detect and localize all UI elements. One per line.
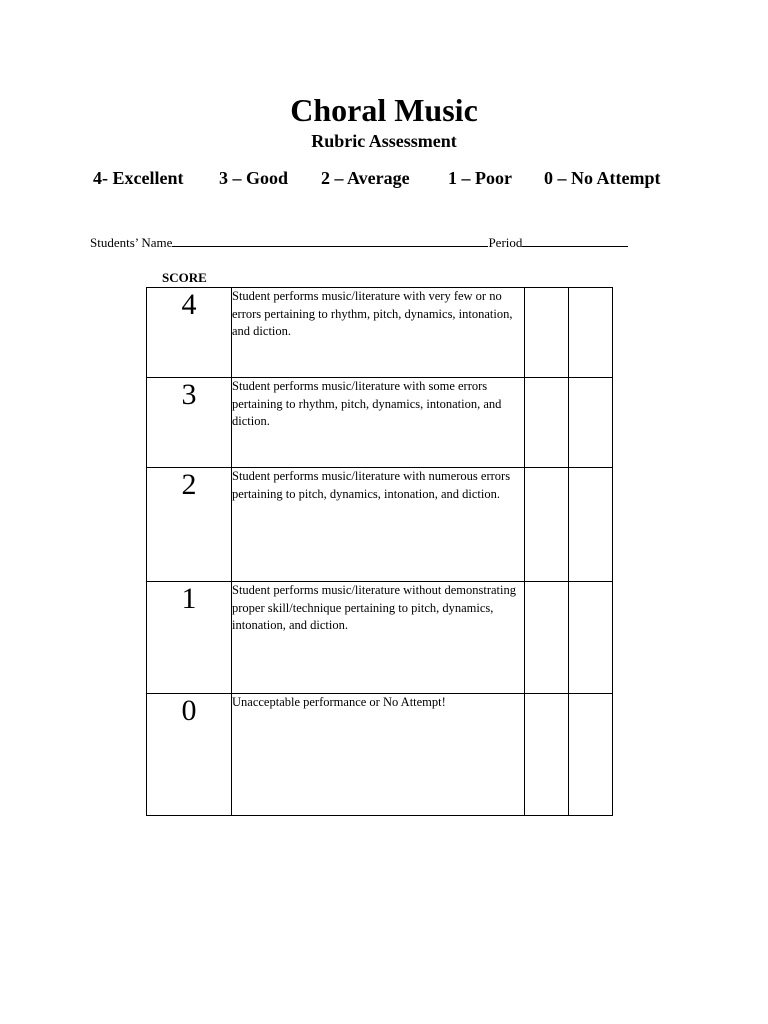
description-cell: Student performs music/literature without demonstrating proper skill/technique pertaining to pitch, dynamics, intonation, and diction. bbox=[232, 582, 525, 694]
check-box-cell[interactable] bbox=[525, 468, 569, 582]
check-box-cell[interactable] bbox=[569, 378, 613, 468]
rubric-row-1 bbox=[147, 582, 613, 694]
rubric-row-4 bbox=[147, 288, 613, 378]
description-cell: Student performs music/literature with very few or no errors pertaining to rhythm, pitch, dynamics, intonation, and diction. bbox=[232, 288, 525, 378]
rubric-row-3 bbox=[147, 378, 613, 468]
period-label: Period bbox=[488, 235, 523, 250]
rubric-row-2 bbox=[147, 468, 613, 582]
check-box-cell[interactable] bbox=[525, 378, 569, 468]
name-label: Students’ Name bbox=[90, 235, 173, 250]
rubric-table bbox=[146, 287, 613, 816]
scale-poor: 1 – Poor bbox=[448, 168, 512, 188]
check-box-cell[interactable] bbox=[525, 582, 569, 694]
score-header: SCORE bbox=[162, 270, 207, 285]
check-box-cell[interactable] bbox=[569, 582, 613, 694]
document-subtitle: Rubric Assessment bbox=[311, 131, 457, 151]
score-cell: 0 bbox=[147, 694, 232, 816]
scale-good: 3 – Good bbox=[219, 168, 289, 188]
score-cell: 2 bbox=[147, 468, 232, 582]
description-cell: Student performs music/literature with some errors pertaining to rhythm, pitch, dynamics, intonation, and diction. bbox=[232, 378, 525, 468]
document-title: Choral Music bbox=[290, 92, 478, 128]
description-cell: Unacceptable performance or No Attempt! bbox=[232, 694, 525, 816]
rubric-row-0 bbox=[147, 694, 613, 816]
check-box-cell[interactable] bbox=[569, 694, 613, 816]
check-box-cell[interactable] bbox=[525, 288, 569, 378]
scale-excellent: 4- Excellent bbox=[93, 168, 184, 188]
period-blank[interactable] bbox=[522, 234, 628, 247]
check-box-cell[interactable] bbox=[569, 288, 613, 378]
score-cell: 4 bbox=[147, 288, 232, 378]
score-cell: 3 bbox=[147, 378, 232, 468]
description-cell: Student performs music/literature with numerous errors pertaining to pitch, dynamics, intonation, and diction. bbox=[232, 468, 525, 582]
student-info-line bbox=[90, 234, 628, 251]
score-cell: 1 bbox=[147, 582, 232, 694]
check-box-cell[interactable] bbox=[525, 694, 569, 816]
scale-average: 2 – Average bbox=[321, 168, 410, 188]
name-blank[interactable] bbox=[172, 234, 488, 247]
scale-no-attempt: 0 – No Attempt bbox=[544, 168, 661, 188]
check-box-cell[interactable] bbox=[569, 468, 613, 582]
